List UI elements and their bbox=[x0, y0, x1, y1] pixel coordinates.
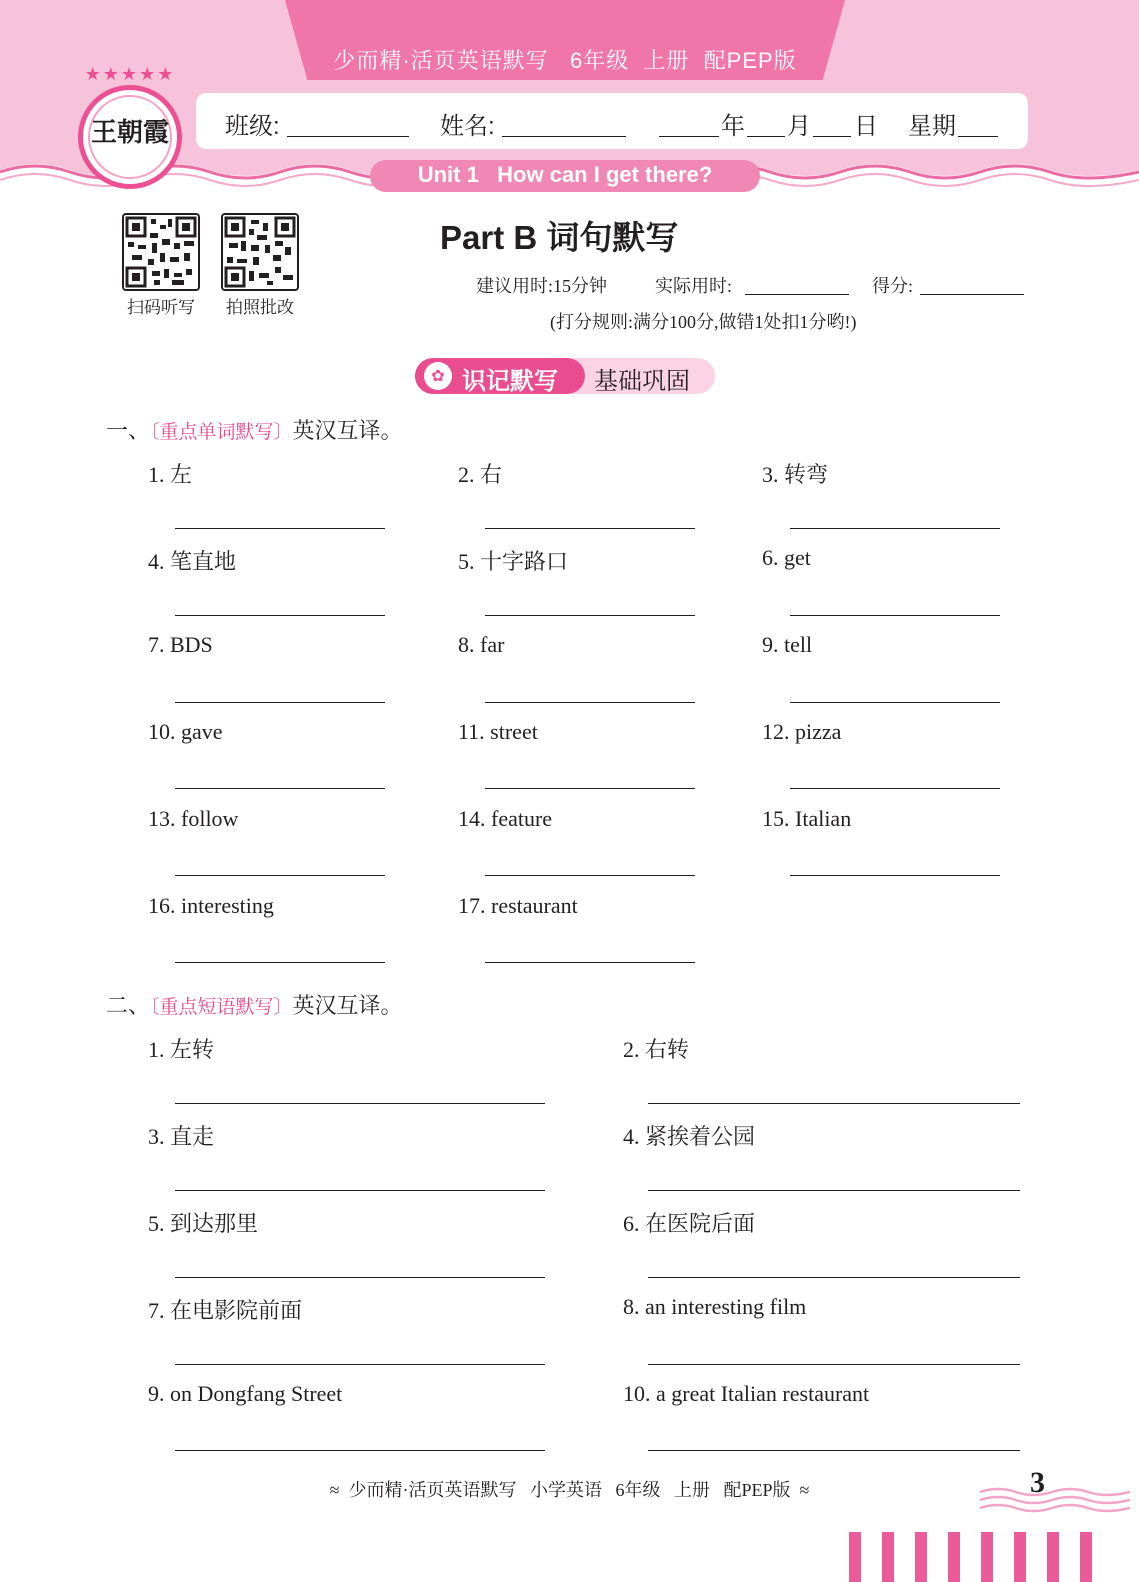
footer-stripe bbox=[849, 1532, 861, 1582]
word-item: 17. restaurant bbox=[458, 893, 578, 918]
section1-tag: 〔重点单词默写〕 bbox=[150, 422, 293, 443]
phrase-answer-line[interactable] bbox=[175, 1364, 545, 1365]
score-field[interactable] bbox=[920, 294, 1024, 295]
word-item: 10. gave bbox=[148, 719, 223, 744]
phrase-item: 4. 紧挨着公园 bbox=[623, 1124, 756, 1149]
name-label: 姓名: bbox=[440, 113, 495, 140]
part-title: Part B 词句默写 bbox=[440, 219, 679, 256]
page-number: 3 bbox=[1030, 1466, 1045, 1499]
day-label: 日 bbox=[854, 113, 878, 140]
phrase-item: 5. 到达那里 bbox=[148, 1211, 259, 1236]
word-answer-line[interactable] bbox=[175, 615, 385, 616]
phrase-answer-line[interactable] bbox=[648, 1190, 1020, 1191]
footer-stripe bbox=[1047, 1532, 1059, 1582]
qr-label-correct: 拍照批改 bbox=[226, 298, 294, 317]
section2-heading bbox=[106, 989, 403, 1020]
month-label: 月 bbox=[787, 113, 811, 140]
word-answer-line[interactable] bbox=[790, 528, 1000, 529]
word-item: 16. interesting bbox=[148, 893, 274, 918]
qr-correct-icon bbox=[223, 215, 297, 289]
word-item: 1. 左 bbox=[148, 462, 193, 487]
word-item: 15. Italian bbox=[762, 806, 852, 831]
phrase-item: 3. 直走 bbox=[148, 1124, 215, 1149]
phrase-answer-line[interactable] bbox=[648, 1364, 1020, 1365]
word-item: 2. 右 bbox=[458, 462, 503, 487]
phrase-item: 1. 左转 bbox=[148, 1037, 215, 1062]
word-item: 3. 转弯 bbox=[762, 462, 829, 487]
score-label: 得分: bbox=[872, 276, 914, 296]
word-answer-line[interactable] bbox=[175, 962, 385, 963]
section1-instruction: 英汉互译。 bbox=[292, 418, 403, 443]
word-answer-line[interactable] bbox=[790, 788, 1000, 789]
footer-wave-decoration bbox=[980, 1484, 1130, 1516]
badge-primary-text: 识记默写 bbox=[462, 367, 558, 395]
section1-heading bbox=[106, 414, 403, 445]
year-field[interactable] bbox=[659, 136, 719, 137]
footer-stripe bbox=[1080, 1532, 1092, 1582]
phrase-answer-line[interactable] bbox=[175, 1190, 545, 1191]
phrase-item: 7. 在电影院前面 bbox=[148, 1298, 303, 1323]
weekday-label: 星期 bbox=[908, 113, 956, 140]
medal-icon: ✿ bbox=[424, 362, 452, 390]
word-item: 8. far bbox=[458, 632, 505, 657]
logo-text: 王朝霞 bbox=[90, 118, 169, 148]
phrase-answer-line[interactable] bbox=[648, 1277, 1020, 1278]
phrase-answer-line[interactable] bbox=[175, 1103, 545, 1104]
day-field[interactable] bbox=[813, 136, 851, 137]
qr-listen-icon bbox=[124, 215, 198, 289]
word-answer-line[interactable] bbox=[485, 962, 695, 963]
name-field[interactable] bbox=[502, 136, 626, 137]
phrase-answer-line[interactable] bbox=[648, 1103, 1020, 1104]
word-item: 5. 十字路口 bbox=[458, 549, 569, 574]
suggested-time: 建议用时:15分钟 bbox=[476, 276, 608, 296]
phrase-item: 10. a great Italian restaurant bbox=[623, 1381, 870, 1406]
word-answer-line[interactable] bbox=[175, 702, 385, 703]
phrase-item: 2. 右转 bbox=[623, 1037, 690, 1062]
month-field[interactable] bbox=[747, 136, 785, 137]
word-answer-line[interactable] bbox=[175, 875, 385, 876]
footer-stripe bbox=[915, 1532, 927, 1582]
footer-stripe bbox=[981, 1532, 993, 1582]
word-item: 7. BDS bbox=[148, 632, 213, 657]
word-answer-line[interactable] bbox=[175, 788, 385, 789]
actual-time-label: 实际用时: bbox=[655, 276, 733, 296]
class-field[interactable] bbox=[287, 136, 409, 137]
word-item: 11. street bbox=[458, 719, 538, 744]
badge-secondary-text: 基础巩固 bbox=[594, 367, 690, 395]
word-answer-line[interactable] bbox=[790, 615, 1000, 616]
word-answer-line[interactable] bbox=[485, 875, 695, 876]
actual-time-field[interactable] bbox=[745, 294, 849, 295]
section2-prefix: 二、 bbox=[106, 993, 151, 1018]
logo-stars: ★★★★★ bbox=[84, 64, 176, 84]
year-label: 年 bbox=[721, 113, 745, 140]
word-answer-line[interactable] bbox=[485, 528, 695, 529]
qr-code-listen[interactable] bbox=[122, 213, 200, 291]
word-answer-line[interactable] bbox=[790, 875, 1000, 876]
class-label: 班级: bbox=[225, 113, 280, 140]
word-answer-line[interactable] bbox=[485, 615, 695, 616]
phrase-answer-line[interactable] bbox=[175, 1450, 545, 1451]
word-item: 14. feature bbox=[458, 806, 553, 831]
word-item: 9. tell bbox=[762, 632, 813, 657]
scoring-rule: (打分规则:满分100分,做错1处扣1分哟!) bbox=[550, 312, 857, 332]
phrase-answer-line[interactable] bbox=[175, 1277, 545, 1278]
footer-stripe bbox=[882, 1532, 894, 1582]
word-item: 4. 笔直地 bbox=[148, 549, 237, 574]
weekday-field[interactable] bbox=[958, 136, 998, 137]
series-title: 少而精·活页英语默写 6年级 上册 配PEP版 bbox=[333, 48, 797, 73]
word-item: 6. get bbox=[762, 545, 811, 570]
word-answer-line[interactable] bbox=[485, 702, 695, 703]
footer-text: ≈ 少而精·活页英语默写 小学英语 6年级 上册 配PEP版 ≈ bbox=[329, 1480, 810, 1500]
qr-label-listen: 扫码听写 bbox=[127, 298, 195, 317]
section2-tag: 〔重点短语默写〕 bbox=[150, 997, 293, 1018]
phrase-answer-line[interactable] bbox=[648, 1450, 1020, 1451]
phrase-item: 9. on Dongfang Street bbox=[148, 1381, 343, 1406]
word-item: 12. pizza bbox=[762, 719, 842, 744]
footer-stripe bbox=[948, 1532, 960, 1582]
phrase-item: 8. an interesting film bbox=[623, 1294, 807, 1319]
word-item: 13. follow bbox=[148, 806, 239, 831]
section2-instruction: 英汉互译。 bbox=[292, 993, 403, 1018]
student-info-box bbox=[196, 93, 1028, 149]
section1-prefix: 一、 bbox=[106, 418, 151, 443]
word-answer-line[interactable] bbox=[790, 702, 1000, 703]
word-answer-line[interactable] bbox=[175, 528, 385, 529]
footer-stripe bbox=[1014, 1532, 1026, 1582]
phrase-item: 6. 在医院后面 bbox=[623, 1211, 756, 1236]
word-answer-line[interactable] bbox=[485, 788, 695, 789]
unit-title: Unit 1 How can I get there? bbox=[417, 162, 713, 187]
qr-code-correct[interactable] bbox=[221, 213, 299, 291]
